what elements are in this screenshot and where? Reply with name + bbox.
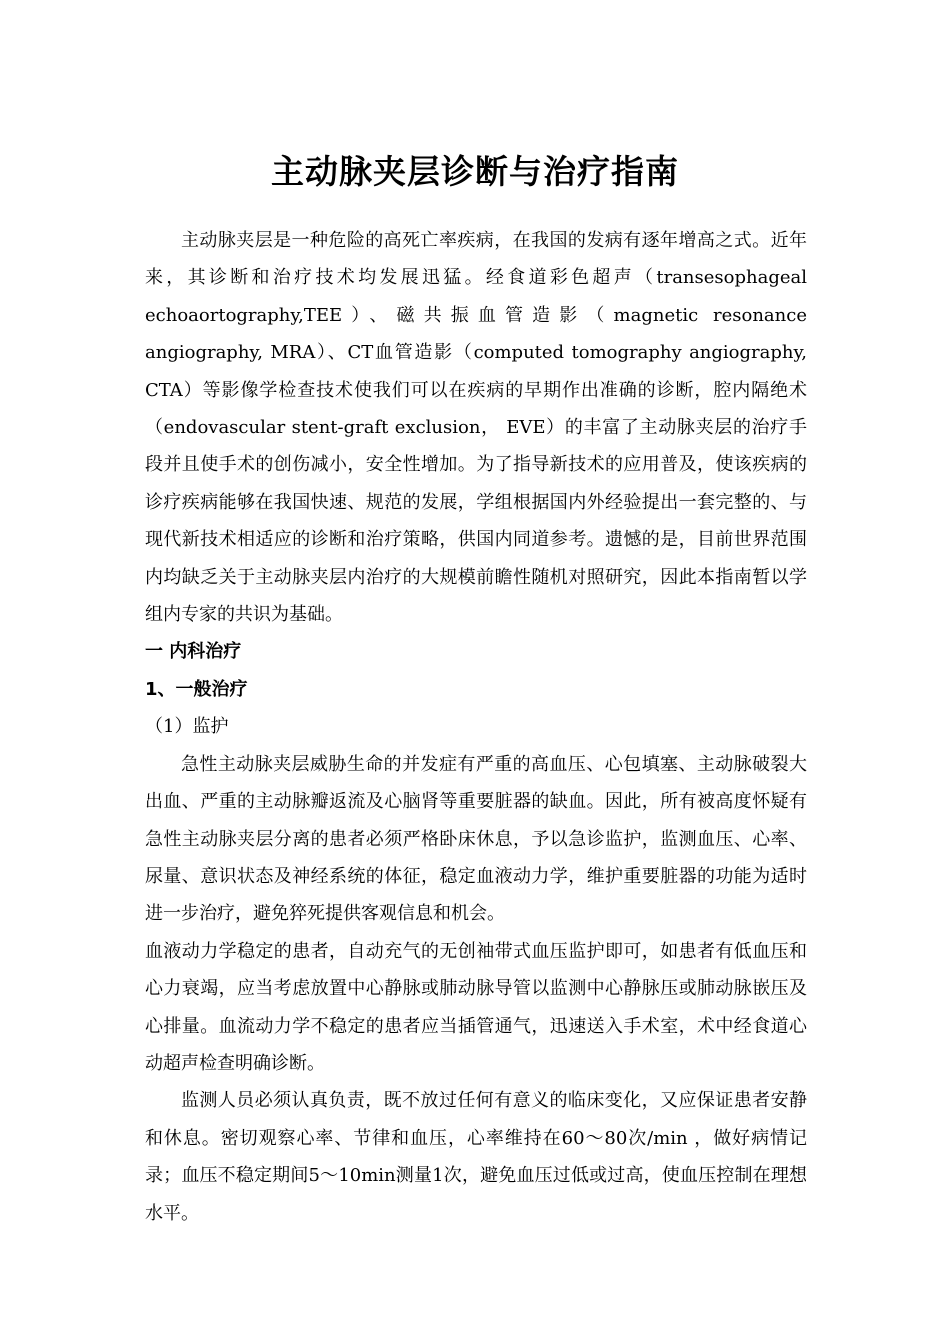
document-title: 主动脉夹层诊断与治疗指南 [271,152,679,192]
section-heading-internal-treatment: 一 内科治疗 [145,641,242,663]
monitoring-paragraph-1: 急性主动脉夹层威胁生命的并发症有严重的高血压、心包填塞、主动脉破裂大出血、严重的主动脉瓣返流及心脑肾等重要脏器的缺血。因此，所有被高度怀疑有急性主动脉夹层分离的患者必须严格卧床休息，予以急诊监护，监测血压、心率、尿量、意识状态及神经系统的体征，稳定血液动力学，维护重要脏器的功能为适时进一步治疗，避免猝死提供客观信息和机会。 [145,753,807,925]
subsubsection-heading-monitoring: （1）监护 [145,716,229,738]
monitoring-paragraph-2: 血液动力学稳定的患者，自动充气的无创袖带式血压监护即可，如患者有低血压和心力衰竭，应当考虑放置中心静脉或肺动脉导管以监测中心静脉压或肺动脉嵌压及心排量。血流动力学不稳定的患者应当插管通气，迅速送入手术室，术中经食道心动超声检查明确诊断。 [145,940,807,1074]
document-body [145,222,807,1232]
monitoring-paragraph-3: 监测人员必须认真负责，既不放过任何有意义的临床变化，又应保证患者安静和休息。密切观察心率、节律和血压，心率维持在60～80次/min ，做好病情记录；血压不稳定期间5～10min测量1次，避免血压过低或过高，使血压控制在理想水平。 [145,1090,807,1224]
intro-paragraph: 主动脉夹层是一种危险的高死亡率疾病，在我国的发病有逐年增高之式。近年来，其诊断和治疗技术均发展迅猛。经食道彩色超声（transesophageal echoaortography,TEE）、磁共振血管造影（magnetic resonance angiography, MRA）、CT血管造影（computed tomography angiography, CTA）等影像学检查技术使我们可以在疾病的早期作出准确的诊断，腔内隔绝术（endovascular stent-graft exclusion， EVE）的丰富了主动脉夹层的治疗手段并且使手术的创伤减小，安全性增加。为了指导新技术的应用普及，使该疾病的诊疗疾病能够在我国快速、规范的发展，学组根据国内外经验提出一套完整的、与现代新技术相适应的诊断和治疗策略，供国内同道参考。遗憾的是，目前世界范围内均缺乏关于主动脉夹层内治疗的大规模前瞻性随机对照研究，因此本指南暂以学组内专家的共识为基础。 [145,230,807,626]
subsection-heading-general-treatment: 1、一般治疗 [145,678,248,700]
